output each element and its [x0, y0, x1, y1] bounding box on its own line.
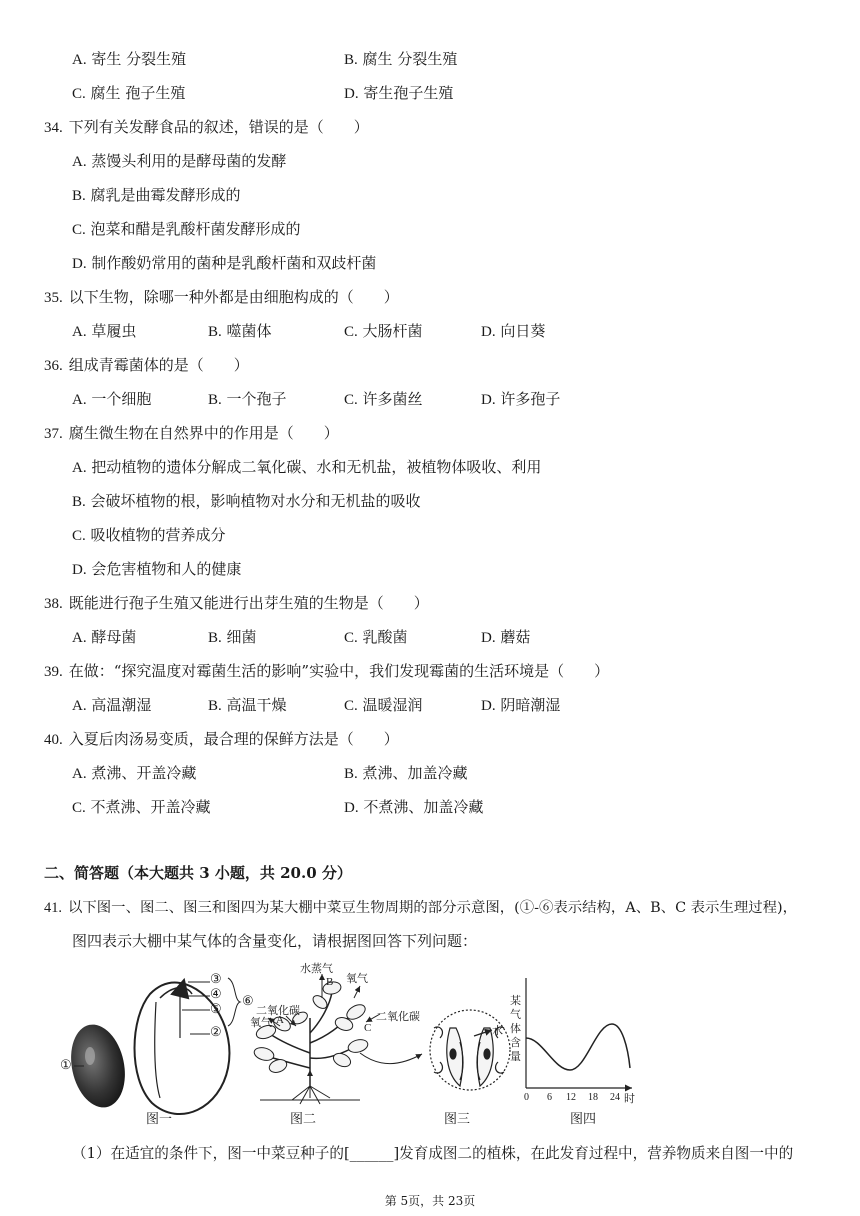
q34-option-a: A. 蒸馒头利用的是酵母菌的发酵: [72, 152, 287, 170]
q35-stem: 35. 以下生物，除哪一种外都是由细胞构成的（ ）: [44, 288, 399, 306]
q41-figure: [60, 958, 820, 1128]
fig4-xtick-18: 18: [588, 1092, 598, 1103]
q40-option-b: B. 煮沸、加盖冷藏: [344, 764, 468, 782]
q39-option-d: D. 阴暗潮湿: [481, 696, 561, 714]
q37-option-d: D. 会危害植物和人的健康: [72, 560, 242, 578]
fig4-xtick-6: 6: [547, 1092, 552, 1103]
fig4-xunit: 时: [624, 1092, 635, 1105]
q38-option-b: B. 细菌: [208, 628, 257, 646]
fig2-label-vapor: 水蒸气: [300, 962, 333, 975]
q33-option-b: B. 腐生 分裂生殖: [344, 50, 458, 68]
figure-drawing: [60, 958, 820, 1128]
q38-option-d: D. 蘑菇: [481, 628, 531, 646]
q34-option-d: D. 制作酸奶常用的菌种是乳酸杆菌和双歧杆菌: [72, 254, 377, 272]
q34-option-c: C. 泡菜和醋是乳酸杆菌发酵形成的: [72, 220, 301, 238]
q37-stem: 37. 腐生微生物在自然界中的作用是（ ）: [44, 424, 339, 442]
fig1-caption: 图一: [146, 1112, 173, 1127]
page-footer: 第 5页，共 23页: [384, 1194, 476, 1208]
q38-stem: 38. 既能进行孢子生殖又能进行出芽生殖的生物是（ ）: [44, 594, 429, 612]
q37-option-b: B. 会破坏植物的根，影响植物对水分和无机盐的吸收: [72, 492, 421, 510]
q37-option-a: A. 把动植物的遗体分解成二氧化碳、水和无机盐，被植物体吸收、利用: [72, 458, 542, 476]
fig2-label-co2-right: 二氧化碳: [376, 1010, 420, 1023]
q34-option-b: B. 腐乳是曲霉发酵形成的: [72, 186, 241, 204]
q33-option-d: D. 寄生孢子生殖: [344, 84, 454, 102]
fig4-xtick-12: 12: [566, 1092, 576, 1103]
fig4-ylabel: 某 气 体 含 量: [510, 994, 521, 1063]
fig1-label-3: ③: [210, 972, 222, 987]
fig2-label-b: B: [326, 976, 334, 988]
fig4-graph: [526, 978, 632, 1088]
q36-option-a: A. 一个细胞: [72, 390, 152, 408]
q33-option-c: C. 腐生 孢子生殖: [72, 84, 186, 102]
q38-option-a: A. 酵母菌: [72, 628, 137, 646]
fig1-label-1: ①: [60, 1058, 72, 1073]
q40-option-d: D. 不煮沸、加盖冷藏: [344, 798, 484, 816]
fig2-label-c: C: [364, 1022, 372, 1034]
fig4-xtick-0: 0: [524, 1092, 529, 1103]
q41-sub1: （1）在适宜的条件下，图一中菜豆种子的[______]发育成图二的植株，在此发育过程中，营养物质来自图一中的: [72, 1145, 794, 1162]
q35-option-c: C. 大肠杆菌: [344, 322, 423, 340]
q38-option-c: C. 乳酸菌: [344, 628, 408, 646]
fig2-arrows: [268, 974, 422, 1098]
q39-option-c: C. 温暖湿润: [344, 696, 423, 714]
q35-option-b: B. 噬菌体: [208, 322, 272, 340]
q41-stem-continued: 图四表示大棚中某气体的含量变化，请根据图回答下列问题：: [72, 932, 478, 950]
fig2-label-o2-top: 氧气: [346, 972, 368, 985]
fig1-label-2: ②: [210, 1025, 222, 1040]
q40-option-a: A. 煮沸、开盖冷藏: [72, 764, 197, 782]
fig2-caption: 图二: [290, 1112, 317, 1127]
q39-option-a: A. 高温潮湿: [72, 696, 152, 714]
q36-option-b: B. 一个孢子: [208, 390, 287, 408]
q36-stem: 36. 组成青霉菌体的是（ ）: [44, 356, 249, 374]
q39-option-b: B. 高温干燥: [208, 696, 287, 714]
fig4-caption: 图四: [570, 1112, 597, 1127]
q34-stem: 34. 下列有关发酵食品的叙述，错误的是（ ）: [44, 118, 369, 136]
fig2-label-a: A: [276, 1014, 284, 1026]
fig2-label-co2-left: 二氧化碳: [256, 1004, 300, 1017]
q41-stem: 41. 以下图一、图二、图三和图四为某大棚中菜豆生物周期的部分示意图，(①-⑥表示结构，A、B、C 表示生理过程)，: [44, 900, 798, 916]
fig3-caption: 图三: [444, 1112, 471, 1127]
fig4-xtick-24: 24: [610, 1092, 620, 1103]
fig3-label-water: 水: [492, 1024, 503, 1037]
q37-option-c: C. 吸收植物的营养成分: [72, 526, 226, 544]
q36-option-c: C. 许多菌丝: [344, 390, 423, 408]
q40-option-c: C. 不煮沸、开盖冷藏: [72, 798, 211, 816]
fig1-label-4: ④: [210, 987, 222, 1002]
q40-stem: 40. 入夏后肉汤易变质，最合理的保鲜方法是（ ）: [44, 730, 399, 748]
fig1-label-5: ⑤: [210, 1002, 222, 1017]
fig1-label-6: ⑥: [242, 994, 254, 1009]
fig2-label-o2-left: 氧气: [250, 1016, 272, 1029]
q39-stem: 39. 在做：“探究温度对霉菌生活的影响”实验中，我们发现霉菌的生活环境是（ ）: [44, 662, 610, 680]
q35-option-d: D. 向日葵: [481, 322, 546, 340]
q36-option-d: D. 许多孢子: [481, 390, 561, 408]
q35-option-a: A. 草履虫: [72, 322, 137, 340]
section-heading: 二、简答题（本大题共 3 小题，共 20.0 分）: [44, 864, 352, 882]
q33-option-a: A. 寄生 分裂生殖: [72, 50, 187, 68]
